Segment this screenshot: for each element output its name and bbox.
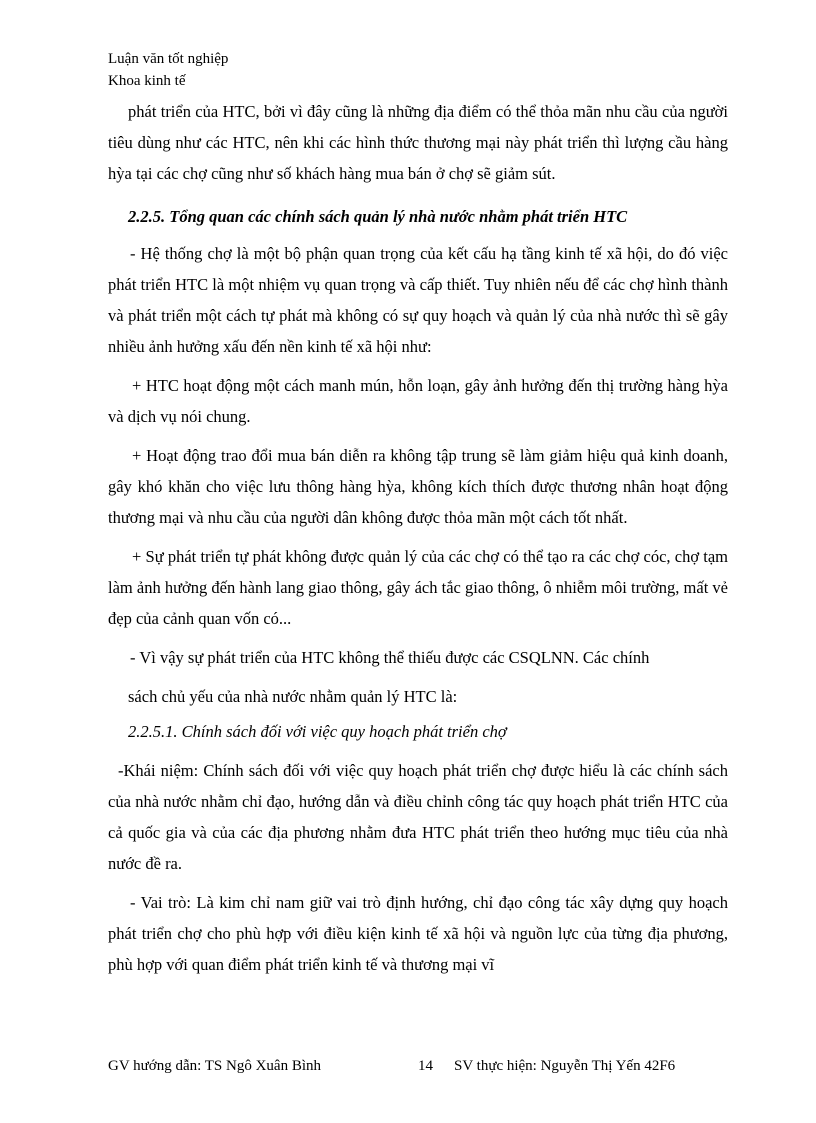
paragraph-fragmented: + HTC hoạt động một cách manh mún, hỗn loạn, gây ảnh hưởng đến thị trường hàng hỳa và dịch vụ nói chung. — [108, 376, 728, 426]
paragraph-trade-activity: + Hoạt động trao đổi mua bán diễn ra không tập trung sẽ làm giảm hiệu quả kinh doanh, gây khó khăn cho việc lưu thông hàng hỳa, không kích thích được thương nhân hoạt động thương mại và nhu cầu của người dân không được thỏa mãn một cách tốt nhất. — [108, 446, 728, 527]
paragraph-market-system: - Hệ thống chợ là một bộ phận quan trọng của kết cấu hạ tầng kinh tế xã hội, do đó việc phát triển HTC là một nhiệm vụ quan trọng và cấp thiết. Tuy nhiên nếu để các chợ hình thành và phát triển một cách tự phát mà không có sự quy hoạch và quản lý của nhà nước thì sẽ gây nhiều ảnh hưởng xấu đến nền kinh tế xã hội như: — [108, 244, 728, 356]
page-body — [108, 96, 728, 980]
section-heading: 2.2.5. Tổng quan các chính sách quản lý nhà nước nhằm phát triển HTC — [128, 207, 628, 226]
subsection-heading: 2.2.5.1. Chính sách đối với việc quy hoạch phát triển chợ — [128, 722, 507, 741]
paragraph-therefore: - Vì vậy sự phát triển của HTC không thể thiếu được các CSQLNN. Các chính — [130, 648, 650, 667]
advisor-label: GV hướng dẫn: TS Ngô Xuân Bình — [108, 1058, 322, 1074]
page-header — [108, 48, 228, 92]
student-label: SV thực hiện: Nguyễn Thị Yến 42F6 — [454, 1058, 676, 1074]
paragraph-policies: sách chủ yếu của nhà nước nhằm quản lý HTC là: — [128, 687, 458, 706]
page-footer — [108, 1055, 728, 1077]
paragraph-role: - Vai trò: Là kim chỉ nam giữ vai trò định hướng, chỉ đạo công tác xây dựng quy hoạch phát triển chợ cho phù hợp với điều kiện kinh tế xã hội và nguồn lực của từng địa phương, phù hợp với quan điểm phát triển kinh tế và thương mại vĩ — [108, 893, 728, 974]
paragraph-concept: -Khái niệm: Chính sách đối với việc quy hoạch phát triển chợ được hiểu là các chính sách của nhà nước nhằm chỉ đạo, hướng dẫn và điều chỉnh công tác quy hoạch phát triển HTC của cả quốc gia và của các địa phương nhằm đưa HTC phát triển theo hướng mục tiêu của nhà nước đề ra. — [108, 761, 728, 873]
faculty-label: Khoa kinh tế — [108, 73, 186, 89]
paragraph-spontaneous: + Sự phát triển tự phát không được quản lý của các chợ có thể tạo ra các chợ cóc, chợ tạm làm ảnh hưởng đến hành lang giao thông, gây ách tắc giao thông, ô nhiễm môi trường, mất vẻ đẹp của cảnh quan vốn có... — [108, 547, 728, 628]
page-number: 14 — [418, 1058, 433, 1074]
paragraph-continuation: phát triển của HTC, bởi vì đây cũng là những địa điểm có thể thỏa mãn nhu cầu của người tiêu dùng như các HTC, nên khi các hình thức thương mại này phát triển thì lượng cầu hàng hỳa tại các chợ cũng như số khách hàng mua bán ở chợ sẽ giảm sút. — [108, 102, 728, 183]
thesis-label: Luận văn tốt nghiệp — [108, 51, 229, 67]
